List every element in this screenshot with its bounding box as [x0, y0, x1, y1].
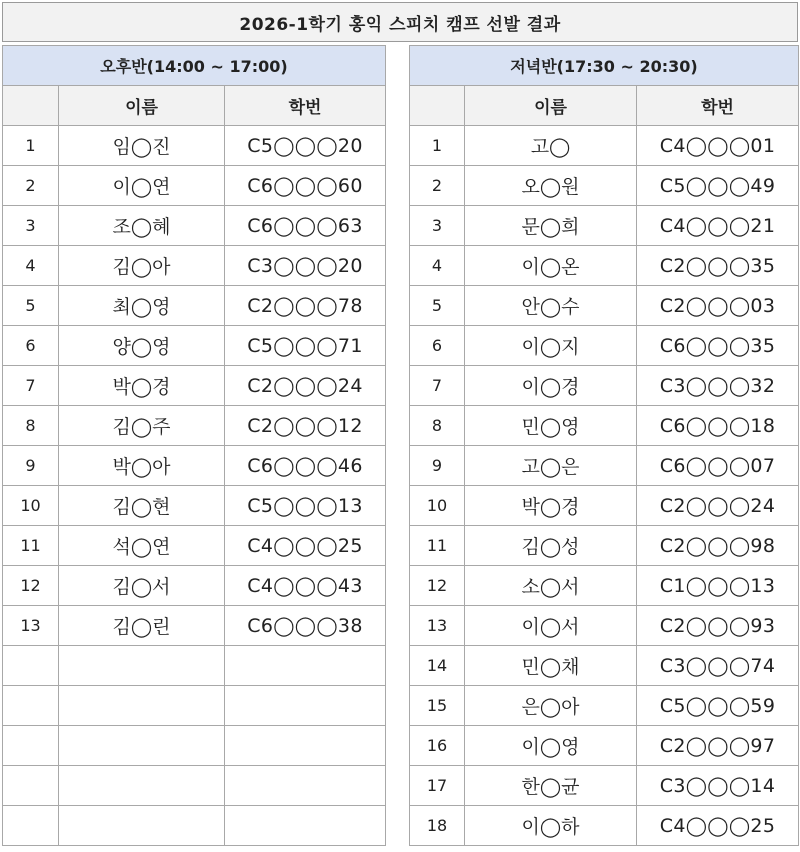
row-number: 4 — [410, 246, 465, 286]
student-name: 임◯진 — [59, 126, 225, 166]
afternoon-class-table — [2, 45, 386, 846]
student-id: C2◯◯◯35 — [637, 246, 799, 286]
student-id: C6◯◯◯18 — [637, 406, 799, 446]
student-name: 박◯경 — [59, 366, 225, 406]
student-name — [59, 766, 225, 806]
row-number: 3 — [3, 206, 59, 246]
row-number: 8 — [410, 406, 465, 446]
student-id — [225, 646, 386, 686]
student-name: 김◯서 — [59, 566, 225, 606]
table-row — [410, 726, 799, 766]
row-number: 18 — [410, 806, 465, 846]
student-id: C5◯◯◯13 — [225, 486, 386, 526]
table-row — [3, 646, 386, 686]
row-number: 9 — [410, 446, 465, 486]
student-id: C3◯◯◯32 — [637, 366, 799, 406]
table-row — [410, 246, 799, 286]
student-name: 소◯서 — [465, 566, 637, 606]
student-id: C4◯◯◯43 — [225, 566, 386, 606]
afternoon-section-header: 오후반(14:00 ~ 17:00) — [3, 46, 386, 86]
row-number: 6 — [410, 326, 465, 366]
row-number: 8 — [3, 406, 59, 446]
number-column-header — [3, 86, 59, 126]
table-row — [3, 126, 386, 166]
row-number: 10 — [3, 486, 59, 526]
student-name: 박◯아 — [59, 446, 225, 486]
table-row — [410, 406, 799, 446]
student-id: C3◯◯◯74 — [637, 646, 799, 686]
student-name: 이◯하 — [465, 806, 637, 846]
student-id-column-header: 학번 — [637, 86, 799, 126]
student-id: C1◯◯◯13 — [637, 566, 799, 606]
student-id — [225, 806, 386, 846]
student-id: C6◯◯◯35 — [637, 326, 799, 366]
student-name: 김◯현 — [59, 486, 225, 526]
row-number — [3, 646, 59, 686]
row-number: 7 — [3, 366, 59, 406]
student-name: 박◯경 — [465, 486, 637, 526]
row-number: 13 — [3, 606, 59, 646]
table-row — [410, 566, 799, 606]
row-number: 4 — [3, 246, 59, 286]
table-row — [3, 246, 386, 286]
student-name: 이◯영 — [465, 726, 637, 766]
student-id: C6◯◯◯46 — [225, 446, 386, 486]
student-name: 김◯주 — [59, 406, 225, 446]
row-number: 3 — [410, 206, 465, 246]
student-name: 김◯성 — [465, 526, 637, 566]
student-name: 양◯영 — [59, 326, 225, 366]
table-row — [3, 166, 386, 206]
table-row — [410, 806, 799, 846]
table-row — [3, 526, 386, 566]
table-row — [410, 126, 799, 166]
table-row — [3, 486, 386, 526]
table-row — [410, 606, 799, 646]
student-id: C2◯◯◯24 — [225, 366, 386, 406]
row-number: 6 — [3, 326, 59, 366]
student-name — [59, 806, 225, 846]
table-row — [3, 606, 386, 646]
table-row — [3, 326, 386, 366]
table-row — [410, 366, 799, 406]
student-name: 이◯서 — [465, 606, 637, 646]
afternoon-rows — [3, 126, 386, 846]
row-number: 12 — [3, 566, 59, 606]
student-name: 김◯아 — [59, 246, 225, 286]
student-name: 이◯온 — [465, 246, 637, 286]
table-row — [3, 446, 386, 486]
table-row — [3, 806, 386, 846]
table-row — [410, 486, 799, 526]
student-id: C4◯◯◯25 — [637, 806, 799, 846]
student-name: 이◯연 — [59, 166, 225, 206]
table-row — [3, 206, 386, 246]
student-name: 안◯수 — [465, 286, 637, 326]
table-row — [3, 286, 386, 326]
row-number — [3, 806, 59, 846]
row-number — [3, 686, 59, 726]
student-id: C2◯◯◯98 — [637, 526, 799, 566]
student-id: C4◯◯◯21 — [637, 206, 799, 246]
table-row — [410, 526, 799, 566]
student-name: 이◯경 — [465, 366, 637, 406]
row-number: 12 — [410, 566, 465, 606]
student-id: C6◯◯◯63 — [225, 206, 386, 246]
row-number: 1 — [410, 126, 465, 166]
row-number: 10 — [410, 486, 465, 526]
student-name: 한◯균 — [465, 766, 637, 806]
evening-rows — [410, 126, 799, 846]
table-row — [3, 406, 386, 446]
row-number: 13 — [410, 606, 465, 646]
student-id: C4◯◯◯25 — [225, 526, 386, 566]
row-number: 5 — [410, 286, 465, 326]
student-id: C2◯◯◯97 — [637, 726, 799, 766]
student-id: C6◯◯◯38 — [225, 606, 386, 646]
table-row — [3, 566, 386, 606]
row-number: 2 — [410, 166, 465, 206]
row-number: 5 — [3, 286, 59, 326]
student-id: C6◯◯◯60 — [225, 166, 386, 206]
number-column-header — [410, 86, 465, 126]
row-number: 1 — [3, 126, 59, 166]
table-row — [3, 366, 386, 406]
row-number — [3, 766, 59, 806]
page-title: 2026-1학기 홍익 스피치 캠프 선발 결과 — [2, 2, 798, 42]
student-id: C2◯◯◯78 — [225, 286, 386, 326]
student-id — [225, 686, 386, 726]
student-name: 조◯혜 — [59, 206, 225, 246]
table-row — [410, 646, 799, 686]
student-id: C4◯◯◯01 — [637, 126, 799, 166]
student-id: C2◯◯◯24 — [637, 486, 799, 526]
row-number: 7 — [410, 366, 465, 406]
name-column-header: 이름 — [465, 86, 637, 126]
student-name — [59, 646, 225, 686]
table-row — [410, 686, 799, 726]
student-name: 문◯희 — [465, 206, 637, 246]
row-number: 2 — [3, 166, 59, 206]
row-number: 11 — [3, 526, 59, 566]
table-row — [410, 166, 799, 206]
table-row — [410, 766, 799, 806]
student-id: C5◯◯◯49 — [637, 166, 799, 206]
student-id: C2◯◯◯03 — [637, 286, 799, 326]
student-name: 석◯연 — [59, 526, 225, 566]
row-number: 14 — [410, 646, 465, 686]
student-id — [225, 726, 386, 766]
student-id: C3◯◯◯20 — [225, 246, 386, 286]
table-row — [3, 726, 386, 766]
name-column-header: 이름 — [59, 86, 225, 126]
student-id: C3◯◯◯14 — [637, 766, 799, 806]
row-number: 9 — [3, 446, 59, 486]
student-name — [59, 726, 225, 766]
table-row — [3, 766, 386, 806]
student-name: 민◯영 — [465, 406, 637, 446]
student-name: 김◯린 — [59, 606, 225, 646]
student-id: C6◯◯◯07 — [637, 446, 799, 486]
table-row — [410, 446, 799, 486]
student-id: C5◯◯◯71 — [225, 326, 386, 366]
row-number: 16 — [410, 726, 465, 766]
student-id — [225, 766, 386, 806]
evening-section-header: 저녁반(17:30 ~ 20:30) — [410, 46, 799, 86]
row-number: 15 — [410, 686, 465, 726]
student-id-column-header: 학번 — [225, 86, 386, 126]
student-name: 은◯아 — [465, 686, 637, 726]
student-name: 오◯원 — [465, 166, 637, 206]
student-name: 민◯채 — [465, 646, 637, 686]
student-name: 고◯ — [465, 126, 637, 166]
table-row — [3, 686, 386, 726]
student-name: 최◯영 — [59, 286, 225, 326]
student-name — [59, 686, 225, 726]
student-name: 이◯지 — [465, 326, 637, 366]
row-number: 17 — [410, 766, 465, 806]
table-row — [410, 326, 799, 366]
row-number — [3, 726, 59, 766]
student-id: C2◯◯◯12 — [225, 406, 386, 446]
student-name: 고◯은 — [465, 446, 637, 486]
table-row — [410, 206, 799, 246]
row-number: 11 — [410, 526, 465, 566]
table-row — [410, 286, 799, 326]
student-id: C2◯◯◯93 — [637, 606, 799, 646]
student-id: C5◯◯◯20 — [225, 126, 386, 166]
student-id: C5◯◯◯59 — [637, 686, 799, 726]
evening-class-table — [409, 45, 799, 846]
